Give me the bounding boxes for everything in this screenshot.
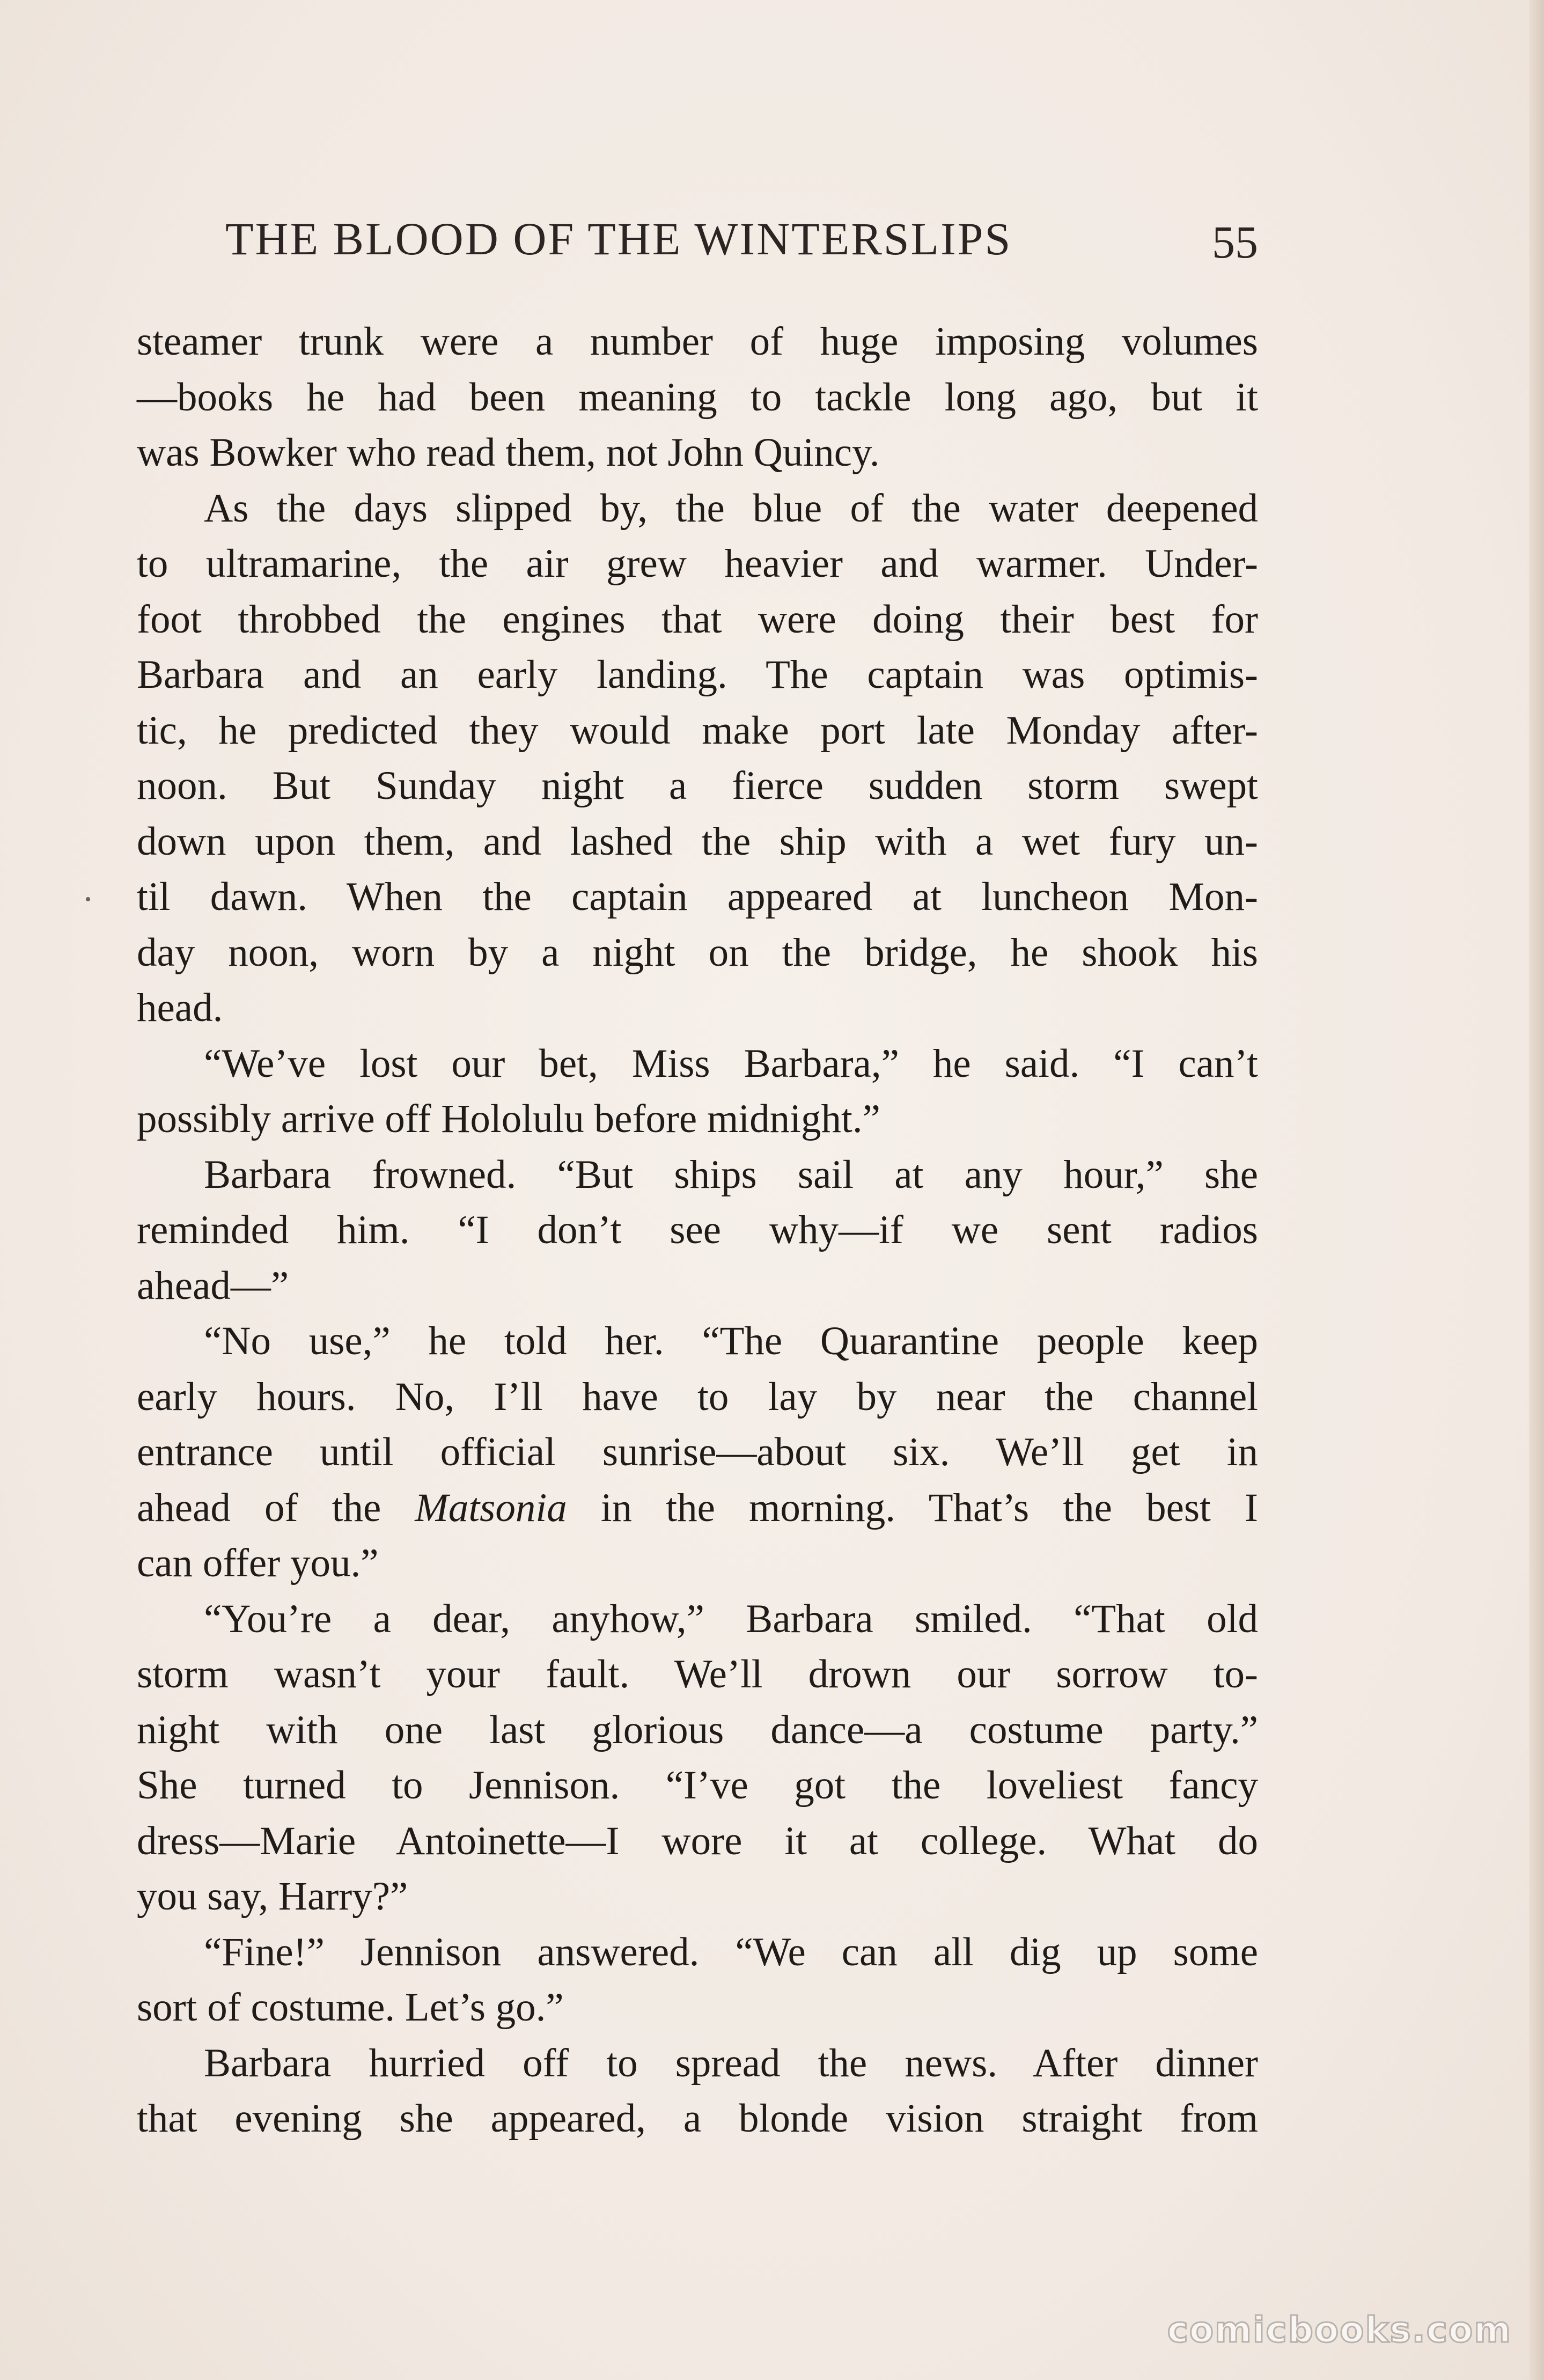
text-line: was Bowker who read them, not John Quincy. — [137, 430, 880, 475]
text-line: you say, Harry?” — [137, 1874, 408, 1919]
text-line: day noon, worn by a night on the bridge, he shook his — [137, 930, 1258, 975]
text-line: sort of costume. Let’s go.” — [137, 1985, 564, 2030]
body-text — [137, 314, 1258, 2147]
text-line: til dawn. When the captain appeared at luncheon Mon- — [137, 875, 1258, 919]
text-line: possibly arrive off Hololulu before midnight.” — [137, 1097, 880, 1141]
text-line: night with one last glorious dance—a costume party.” — [137, 1707, 1258, 1752]
page-header — [137, 212, 1258, 276]
text-line: head. — [137, 986, 223, 1030]
text-line: “No use,” he told her. “The Quarantine people keep — [204, 1319, 1258, 1363]
text-line: ahead—” — [137, 1263, 289, 1308]
text-line: “Fine!” Jennison answered. “We can all dig up some — [204, 1929, 1258, 1974]
text-line: As the days slipped by, the blue of the water deepened — [204, 486, 1258, 531]
text-line: “We’ve lost our bet, Miss Barbara,” he said. “I can’t — [204, 1041, 1258, 1086]
text-line: Barbara and an early landing. The captain was optimis- — [137, 652, 1258, 697]
text-line: Barbara hurried off to spread the news. After dinner — [204, 2040, 1258, 2085]
ship-name: Matsonia — [415, 1485, 567, 1530]
text-line: reminded him. “I don’t see why—if we sent radios — [137, 1208, 1258, 1252]
page-edge — [1529, 0, 1544, 2380]
text-line: early hours. No, I’ll have to lay by near the channel — [137, 1374, 1258, 1419]
text-line: entrance until official sunrise—about six. We’ll get in — [137, 1430, 1258, 1474]
text-line: noon. But Sunday night a fierce sudden storm swept — [137, 763, 1258, 808]
watermark: comicbooks.com — [1167, 2309, 1512, 2350]
text-line: dress—Marie Antoinette—I wore it at college. What do — [137, 1818, 1258, 1863]
text-line: that evening she appeared, a blonde vision straight from — [137, 2096, 1258, 2141]
text-line: She turned to Jennison. “I’ve got the loveliest fancy — [137, 1763, 1258, 1808]
text-line: down upon them, and lashed the ship with a wet fury un- — [137, 819, 1258, 864]
running-head: THE BLOOD OF THE WINTERSLIPS — [225, 213, 1012, 265]
text-line: Barbara frowned. “But ships sail at any hour,” she — [204, 1152, 1258, 1197]
text-line: tic, he predicted they would make port late Monday after- — [137, 708, 1258, 753]
text-line: —books he had been meaning to tackle long ago, but it — [137, 374, 1258, 420]
text-line: “You’re a dear, anyhow,” Barbara smiled. “That old — [204, 1596, 1258, 1641]
text-line: foot throbbed the engines that were doing their best for — [137, 597, 1258, 642]
margin-mark — [86, 897, 90, 901]
text-line: ahead of the Matsonia in the morning. That’s the best I — [137, 1485, 1258, 1530]
text-line: can offer you.” — [137, 1541, 379, 1585]
text-line: storm wasn’t your fault. We’ll drown our sorrow to- — [137, 1652, 1258, 1696]
text-line: to ultramarine, the air grew heavier and warmer. Under- — [137, 541, 1258, 586]
page-number: 55 — [1212, 216, 1258, 268]
text-line: steamer trunk were a number of huge imposing volumes — [137, 319, 1258, 364]
